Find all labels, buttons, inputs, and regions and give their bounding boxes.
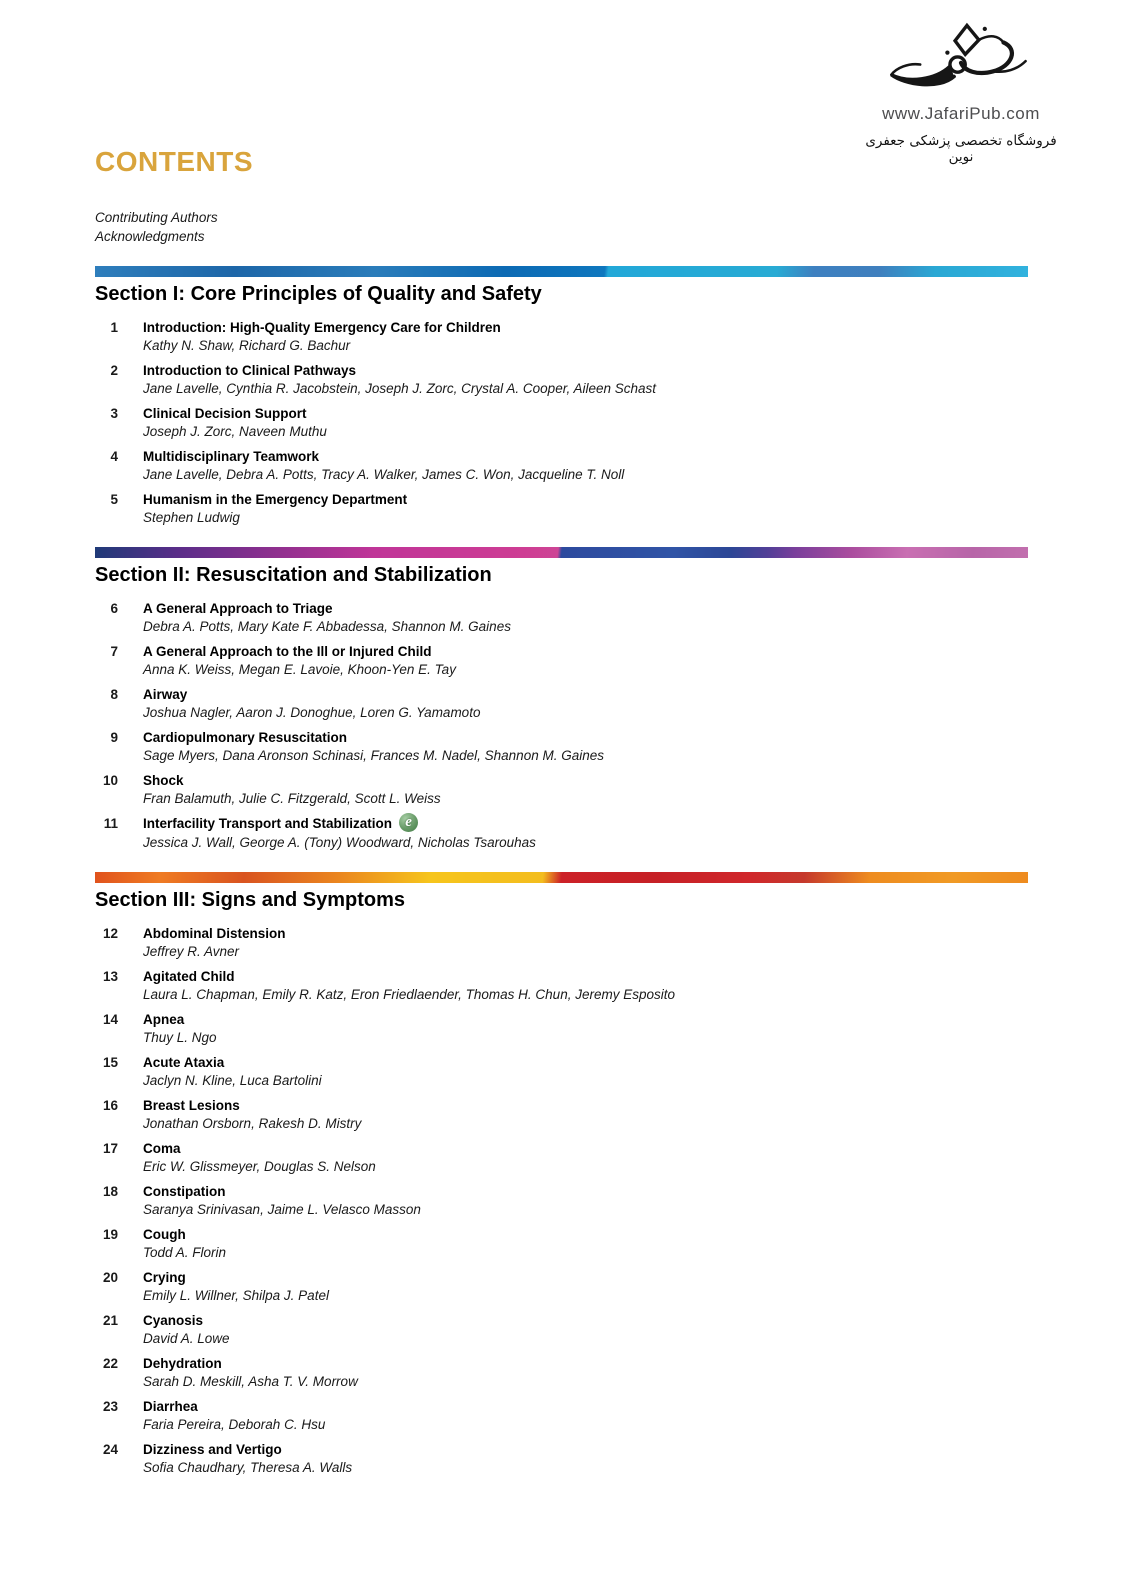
chapter-authors: Eric W. Glissmeyer, Douglas S. Nelson: [143, 1159, 376, 1174]
chapter-number: 11: [103, 816, 118, 831]
chapter-entry: [95, 968, 1028, 1004]
chapter-number: 24: [102, 1442, 118, 1457]
chapter-title: Diarrhea: [143, 1399, 198, 1414]
chapter-title: Cyanosis: [143, 1313, 204, 1328]
section-accent-bar: [95, 547, 1028, 558]
chapter-entry: [95, 600, 1028, 636]
chapter-authors: Jane Lavelle, Cynthia R. Jacobstein, Joseph J. Zorc, Crystal A. Cooper, Aileen Schast: [143, 381, 656, 396]
chapter-entry: [95, 319, 1028, 355]
chapter-authors: Emily L. Willner, Shilpa J. Patel: [143, 1288, 329, 1303]
chapter-authors: Saranya Srinivasan, Jaime L. Velasco Masson: [143, 1202, 421, 1217]
chapter-title: Constipation: [143, 1184, 226, 1199]
chapter-number: 18: [102, 1184, 118, 1199]
chapter-authors: Fran Balamuth, Julie C. Fitzgerald, Scott L. Weiss: [143, 791, 441, 806]
chapter-title: Humanism in the Emergency Department: [143, 492, 408, 507]
chapter-title: Shock: [143, 773, 184, 788]
logo-tagline-text: فروشگاه تخصصی پزشکی جعفری نوین: [865, 133, 1057, 165]
chapter-title: Agitated Child: [143, 969, 235, 984]
chapter-number: 20: [102, 1270, 118, 1285]
chapter-authors: Joseph J. Zorc, Naveen Muthu: [143, 424, 327, 439]
chapter-authors: Jessica J. Wall, George A. (Tony) Woodward, Nicholas Tsarouhas: [143, 835, 536, 850]
chapter-authors: Jane Lavelle, Debra A. Potts, Tracy A. Walker, James C. Won, Jacqueline T. Noll: [143, 467, 625, 482]
section-heading: Section III: Signs and Symptoms: [95, 889, 406, 911]
page-title: CONTENTS: [95, 146, 253, 177]
chapter-number: 12: [102, 926, 118, 941]
chapter-entry: [95, 643, 1028, 679]
chapter-number: 7: [110, 644, 118, 659]
chapter-authors: Jaclyn N. Kline, Luca Bartolini: [143, 1073, 322, 1088]
chapter-number: 5: [110, 492, 118, 507]
chapter-title: Dehydration: [143, 1356, 222, 1371]
chapter-number: 14: [102, 1012, 118, 1027]
chapter-entry: [95, 1140, 1028, 1176]
chapter-entry: [95, 1441, 1028, 1477]
chapter-authors: Laura L. Chapman, Emily R. Katz, Eron Friedlaender, Thomas H. Chun, Jeremy Esposito: [143, 987, 675, 1002]
toc-section: [95, 872, 1028, 1477]
chapter-entry: [95, 448, 1028, 484]
chapter-title: A General Approach to Triage: [143, 601, 333, 616]
chapter-title: Clinical Decision Support: [143, 406, 307, 421]
chapter-entry: [95, 1312, 1028, 1348]
toc-section: [95, 266, 1028, 527]
chapter-entry: [95, 1398, 1028, 1434]
chapter-authors: Faria Pereira, Deborah C. Hsu: [143, 1417, 326, 1432]
chapter-authors: Todd A. Florin: [143, 1245, 227, 1260]
chapter-entry: [95, 686, 1028, 722]
chapter-entry: [95, 1097, 1028, 1133]
calligraphy-logo-icon: [876, 22, 1046, 102]
chapter-title: Airway: [143, 687, 188, 702]
chapter-entry: [95, 362, 1028, 398]
chapter-entry: [95, 925, 1028, 961]
ebook-icon: e: [399, 813, 418, 832]
toc-sections: [95, 266, 1028, 1477]
chapter-authors: Sarah D. Meskill, Asha T. V. Morrow: [143, 1374, 358, 1389]
chapter-title: Introduction: High-Quality Emergency Care for Children: [143, 320, 501, 335]
chapter-title: Acute Ataxia: [143, 1055, 225, 1070]
chapter-title: Apnea: [143, 1012, 185, 1027]
chapter-title: Multidisciplinary Teamwork: [143, 449, 320, 464]
chapter-entry: [95, 1054, 1028, 1090]
chapter-number: 17: [102, 1141, 118, 1156]
chapter-number: 4: [110, 449, 118, 464]
chapter-list: [95, 600, 1028, 852]
chapter-entry: [95, 1011, 1028, 1047]
chapter-title: Abdominal Distension: [143, 926, 286, 941]
chapter-number: 23: [102, 1399, 118, 1414]
section-accent-bar: [95, 872, 1028, 883]
chapter-title: A General Approach to the Ill or Injured Child: [143, 644, 432, 659]
chapter-title: Cardiopulmonary Resuscitation: [143, 730, 348, 745]
section-heading: Section I: Core Principles of Quality and Safety: [95, 283, 542, 305]
section-heading: Section II: Resuscitation and Stabilization: [95, 564, 492, 586]
chapter-entry: [95, 491, 1028, 527]
chapter-authors: Kathy N. Shaw, Richard G. Bachur: [143, 338, 351, 353]
chapter-number: 9: [110, 730, 118, 745]
chapter-authors: Thuy L. Ngo: [143, 1030, 217, 1045]
chapter-number: 19: [102, 1227, 118, 1242]
chapter-number: 16: [102, 1098, 118, 1113]
toc-section: [95, 547, 1028, 852]
toc-content: [95, 146, 1028, 1484]
chapter-authors: Jonathan Orsborn, Rakesh D. Mistry: [143, 1116, 362, 1131]
chapter-number: 6: [110, 601, 118, 616]
front-matter-item: Contributing Authors: [95, 210, 218, 225]
chapter-authors: Sage Myers, Dana Aronson Schinasi, Frances M. Nadel, Shannon M. Gaines: [143, 748, 604, 763]
chapter-authors: Sofia Chaudhary, Theresa A. Walls: [143, 1460, 353, 1475]
chapter-title: Introduction to Clinical Pathways: [143, 363, 357, 378]
chapter-title: Breast Lesions: [143, 1098, 240, 1113]
chapter-number: 21: [102, 1313, 118, 1328]
logo-website-text: www.JafariPub.com: [882, 104, 1040, 123]
chapter-entry: [95, 1226, 1028, 1262]
chapter-title: Interfacility Transport and Stabilization: [143, 816, 393, 831]
chapter-list: [95, 319, 1028, 527]
chapter-number: 3: [110, 406, 118, 421]
chapter-authors: Jeffrey R. Avner: [143, 944, 240, 959]
chapter-list: [95, 925, 1028, 1477]
front-matter: [95, 208, 1028, 246]
chapter-authors: Stephen Ludwig: [143, 510, 240, 525]
chapter-title: Cough: [143, 1227, 186, 1242]
chapter-number: 2: [110, 363, 118, 378]
chapter-entry: [95, 815, 1028, 852]
chapter-authors: David A. Lowe: [143, 1331, 230, 1346]
chapter-number: 13: [102, 969, 118, 984]
publisher-logo: [851, 22, 1071, 165]
chapter-number: 8: [110, 687, 118, 702]
chapter-entry: [95, 729, 1028, 765]
chapter-title: Coma: [143, 1141, 181, 1156]
chapter-entry: [95, 1183, 1028, 1219]
front-matter-item: Acknowledgments: [95, 229, 205, 244]
chapter-entry: [95, 772, 1028, 808]
chapter-entry: [95, 405, 1028, 441]
chapter-number: 22: [102, 1356, 118, 1371]
chapter-number: 1: [110, 320, 118, 335]
chapter-authors: Debra A. Potts, Mary Kate F. Abbadessa, Shannon M. Gaines: [143, 619, 511, 634]
chapter-number: 15: [102, 1055, 118, 1070]
chapter-title: Crying: [143, 1270, 186, 1285]
chapter-title: Dizziness and Vertigo: [143, 1442, 282, 1457]
chapter-entry: [95, 1269, 1028, 1305]
section-accent-bar: [95, 266, 1028, 277]
chapter-number: 10: [102, 773, 118, 788]
chapter-authors: Joshua Nagler, Aaron J. Donoghue, Loren G. Yamamoto: [143, 705, 481, 720]
chapter-entry: [95, 1355, 1028, 1391]
chapter-authors: Anna K. Weiss, Megan E. Lavoie, Khoon-Yen E. Tay: [143, 662, 456, 677]
